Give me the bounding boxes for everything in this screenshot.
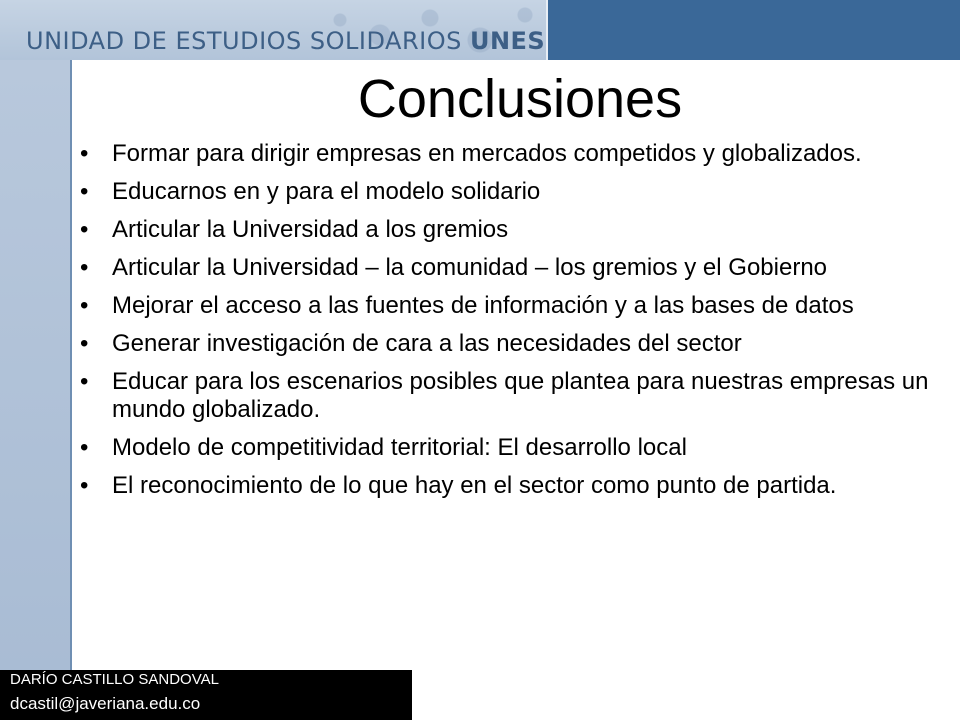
bullet-text: Articular la Universidad a los gremios (112, 216, 509, 243)
bullet-item (80, 368, 940, 424)
header-banner (0, 0, 960, 60)
header-title-prefix: UNIDAD DE ESTUDIOS SOLIDARIOS (26, 27, 470, 55)
footer-author-name: DARÍO CASTILLO SANDOVAL (10, 671, 219, 688)
footer-author-email: dcastil@javeriana.edu.co (10, 694, 201, 713)
bullet-item (80, 330, 940, 358)
bullet-text: El reconocimiento de lo que hay en el sector como punto de partida. (112, 472, 837, 499)
header-dark-panel (550, 0, 960, 60)
bullet-item (80, 140, 940, 168)
slide-title: Conclusiones (357, 69, 683, 129)
bullet-item (80, 292, 940, 320)
bullet-dot-icon: • (80, 368, 89, 395)
bullet-dot-icon: • (80, 292, 89, 319)
bullet-dot-icon: • (80, 434, 89, 461)
bullet-text: Articular la Universidad – la comunidad – los gremios y el Gobierno (112, 254, 828, 281)
bullet-item (80, 434, 940, 462)
bullet-dot-icon: • (80, 330, 89, 357)
bullet-item (80, 216, 940, 244)
bullet-dot-icon: • (80, 472, 89, 499)
bullet-text: Formar para dirigir empresas en mercados competidos y globalizados. (112, 140, 862, 167)
bullet-dot-icon: • (80, 216, 89, 243)
bullet-item (80, 472, 940, 500)
bullet-dot-icon: • (80, 140, 89, 167)
bullet-item (80, 178, 940, 206)
left-sidebar-bar (0, 60, 72, 670)
bullet-dot-icon: • (80, 254, 89, 281)
bullet-text: Generar investigación de cara a las necesidades del sector (112, 330, 742, 357)
bullet-text: Educarnos en y para el modelo solidario (112, 178, 541, 205)
bullet-list (80, 140, 940, 510)
bullet-item (80, 254, 940, 282)
header-title-bold: UNES (469, 27, 546, 55)
header-title (26, 27, 545, 55)
bullet-dot-icon: • (80, 178, 89, 205)
bullet-text: Educar para los escenarios posibles que plantea para nuestras empresas un mundo globalizado. (112, 368, 929, 423)
bullet-text: Mejorar el acceso a las fuentes de información y a las bases de datos (112, 292, 854, 319)
bullet-text: Modelo de competitividad territorial: El desarrollo local (112, 434, 687, 461)
